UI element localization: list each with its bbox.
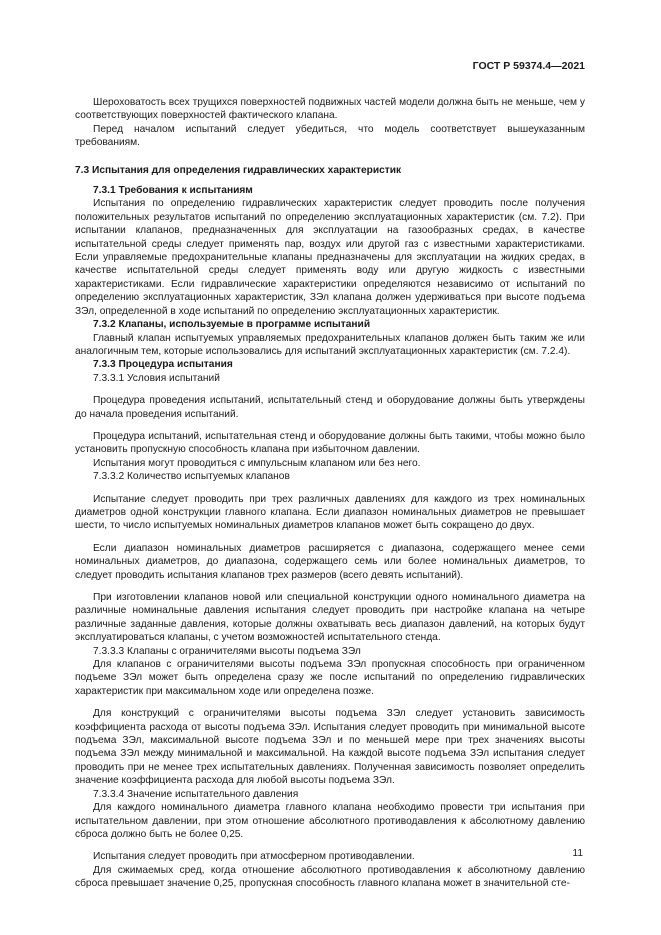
paragraph-procedure-approval: Процедура проведения испытаний, испытательный стенд и оборудование должны быть утверждены до начала проведения испытаний. — [75, 395, 585, 420]
document-header: ГОСТ Р 59374.4—2021 — [472, 60, 585, 72]
paragraph-new-design: При изготовлении клапанов новой или специальной конструкции одного номинального диаметра на различные номинальные давления испытания следует проводить при настройке клапана на четыре различные заданные давления, которые должны охватывать весь диапазон давлений, на которых будут эксплуатироваться клапаны, с учетом возможностей испытательного стенда. — [75, 592, 585, 644]
page-number: 11 — [572, 848, 583, 859]
document-body — [75, 96, 585, 891]
paragraph-test-requirements: Испытания по определению гидравлических характеристик следует проводить после получения положительных результатов испытаний по определению эксплуатационных характеристик (см. 7.2). При испытании клапанов, предназначенных для эксплуатации на газообразных средах, в качестве испытательной среды следует применять пар, воздух или другой газ с известными характеристиками. Если управляемые предохранительные клапаны предназначены для эксплуатации на жидких средах, в качестве испытательной среды следует применять воду или другую жидкость с известными характеристиками. Если гидравлические характеристики определяются независимо от испытаний по определению эксплуатационных характеристик, ЗЭл клапана должен удерживаться при высоте подъема ЗЭл, определенной в ходе испытаний по определению эксплуатационных характеристик. — [75, 198, 585, 317]
subsection-heading-7-3-2: 7.3.2 Клапаны, используемые в программе испытаний — [93, 319, 371, 331]
clause-heading-7-3-3-1: 7.3.3.1 Условия испытаний — [93, 372, 220, 384]
subsection-heading-7-3-3: 7.3.3 Процедура испытания — [93, 359, 233, 371]
paragraph-atmospheric-backpressure: Испытания следует проводить при атмосферном противодавлении. — [93, 851, 415, 863]
paragraph-procedure-capacity: Процедура испытаний, испытательная стенд и оборудование должны быть такими, чтобы можно было установить пропускную способность клапана при избыточном давлении. — [75, 430, 585, 456]
clause-heading-7-3-3-3: 7.3.3.3 Клапаны с ограничителями высоты подъема ЗЭл — [93, 645, 361, 657]
subsection-heading-7-3-1: 7.3.1 Требования к испытаниям — [93, 185, 253, 197]
paragraph-lift-limiter-coefficient: Для конструкций с ограничителями высоты подъема ЗЭл следует установить зависимость коэффициента расхода от высоты подъема ЗЭл. Испытания следует проводить при минимальной высоте подъема ЗЭл, максимальной высоте подъема ЗЭл и по меньшей мере при трех значениях высоты подъема ЗЭл между минимальной и максимальной. На каждой высоте подъема ЗЭл испытания следует проводить при не менее трех испытательных давлениях. Полученная зависимость позволяет определить значение коэффициента расхода для любой высоты подъема ЗЭл. — [75, 708, 585, 787]
paragraph-valves-used: Главный клапан испытуемых управляемых предохранительных клапанов должен быть таким же или аналогичным тем, которые использовались для испытаний эксплуатационных характеристик (см. 7.2.4). — [75, 332, 585, 357]
paragraph-model-check: Перед началом испытаний следует убедиться, что модель соответствует вышеуказанным требованиям. — [75, 123, 585, 149]
paragraph-compressible-media: Для сжимаемых сред, когда отношение абсолютного противодавления к абсолютному давлению сброса превышает значение 0,25, пропускная способность главного клапана может в значительной сте- — [75, 864, 585, 890]
paragraph-lift-limiter-capacity: Для клапанов с ограничителями высоты подъема ЗЭл пропускная способность при ограниченном подъеме ЗЭл может быть определена сразу же после испытаний по определению гидравлических характеристик при максимальном ходе или определена позже. — [75, 659, 585, 697]
paragraph-three-pressures: Испытание следует проводить при трех различных давлениях для каждого из трех номинальных диаметров одной конструкции главного клапана. Если диапазон номинальных диаметров не превышает шести, то число испытуемых номинальных диаметров клапанов может быть сокращено до двух. — [75, 493, 585, 532]
paragraph-roughness: Шероховатость всех трущихся поверхностей подвижных частей модели должна быть не меньше, чем у соответствующих поверхностей фактического клапана. — [75, 97, 585, 122]
section-heading-7-3: 7.3 Испытания для определения гидравлических характеристик — [75, 164, 402, 176]
clause-heading-7-3-3-4: 7.3.3.4 Значение испытательного давления — [93, 788, 299, 800]
paragraph-test-pressure: Для каждого номинального диаметра главного клапана необходимо провести три испытания при испытательном давлении, при этом отношение абсолютного противодавления к абсолютному давлению сброса должно быть не более 0,25. — [75, 802, 585, 840]
paragraph-diameter-range: Если диапазон номинальных диаметров расширяется с диапазона, содержащего менее семи номинальных диаметров, до диапазона, содержащего семь или более номинальных диаметров, то следует проводить испытания клапанов трех размеров (всего девять испытаний). — [75, 542, 585, 581]
clause-heading-7-3-3-2: 7.3.3.2 Количество испытуемых клапанов — [93, 471, 290, 483]
paragraph-pilot-valve: Испытания могут проводиться с импульсным клапаном или без него. — [93, 457, 421, 469]
